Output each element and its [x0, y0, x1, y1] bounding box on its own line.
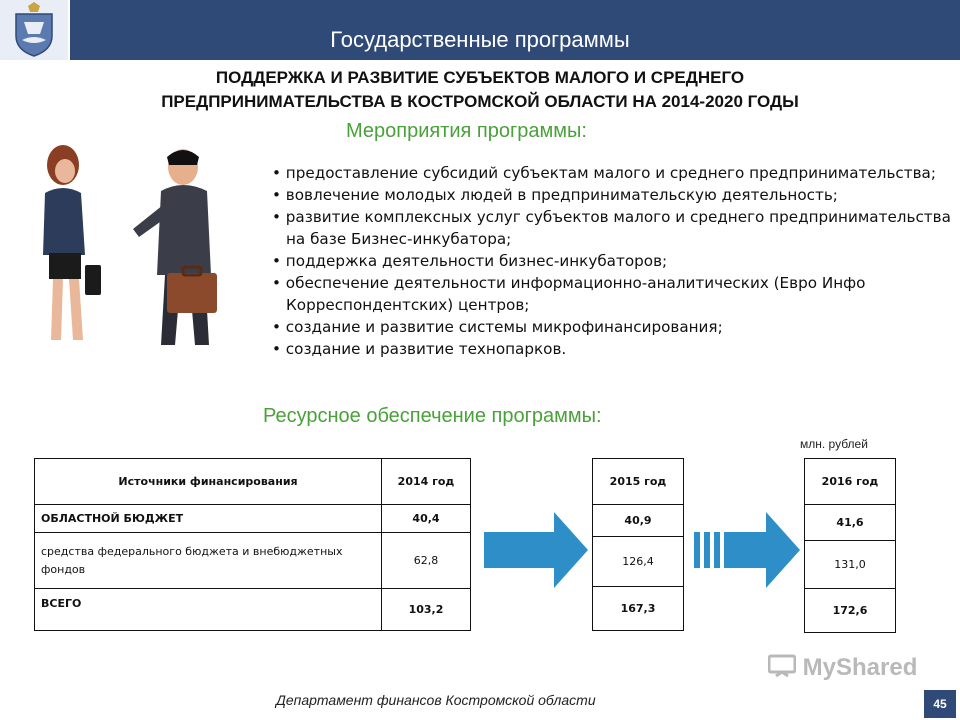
funding-table-2016: [804, 458, 896, 633]
cell-value: 40,4: [382, 505, 471, 533]
activities-heading: Мероприятия программы:: [346, 120, 587, 142]
activity-item: • вовлечение молодых людей в предпринимательскую деятельность;: [272, 184, 952, 206]
footer-text: Департамент финансов Костромской области: [276, 692, 596, 708]
activities-list: [272, 162, 952, 360]
funding-table-2015: [592, 458, 684, 631]
program-title-line-1: ПОДДЕРЖКА И РАЗВИТИЕ СУБЪЕКТОВ МАЛОГО И СРЕДНЕГО: [215, 68, 745, 87]
arrow-right-icon: [694, 512, 800, 588]
units-label: млн. рублей: [800, 437, 868, 451]
program-title: [40, 66, 920, 114]
year-header: 2015 год: [593, 459, 684, 505]
business-people-illustration: [15, 145, 245, 360]
activity-item: • предоставление субсидий субъектам малого и среднего предпринимательства;: [272, 162, 952, 184]
header-title: Государственные программы: [330, 27, 630, 52]
cell-value: 131,0: [805, 541, 896, 589]
resources-heading: Ресурсное обеспечение программы:: [263, 405, 602, 427]
watermark-text: MyShared: [802, 654, 918, 681]
activity-item: • создание и развитие технопарков.: [272, 338, 952, 360]
watermark: [768, 654, 917, 682]
cell-value: 126,4: [593, 537, 684, 587]
header-bar: [0, 0, 960, 60]
activity-item: • создание и развитие системы микрофинансирования;: [272, 316, 952, 338]
source-header: Источники финансирования: [35, 459, 382, 505]
program-title-line-2: ПРЕДПРИНИМАТЕЛЬСТВА В КОСТРОМСКОЙ ОБЛАСТИ НА 2014-2020 ГОДЫ: [161, 92, 799, 111]
cell-value: 172,6: [805, 589, 896, 633]
cell-value: 40,9: [593, 505, 684, 537]
row-label-total: ВСЕГО: [35, 589, 382, 631]
cell-value: 62,8: [382, 533, 471, 589]
cell-value: 103,2: [382, 589, 471, 631]
activity-item: • поддержка деятельности бизнес-инкубаторов;: [272, 250, 952, 272]
year-header: 2014 год: [382, 459, 471, 505]
funding-table-2014: [34, 458, 471, 631]
activity-item: • развитие комплексных услуг субъектов малого и среднего предпринимательства на базе Бизнес-инкубатора;: [272, 206, 952, 250]
presentation-icon: [768, 654, 796, 678]
row-label-regional: ОБЛАСТНОЙ БЮДЖЕТ: [35, 505, 382, 533]
page-number: 45: [924, 690, 956, 718]
activity-item: • обеспечение деятельности информационно-аналитических (Евро Инфо Корреспондентских) центров;: [272, 272, 952, 316]
cell-value: 167,3: [593, 587, 684, 631]
row-label-federal: средства федерального бюджета и внебюджетных фондов: [35, 533, 382, 589]
cell-value: 41,6: [805, 505, 896, 541]
arrow-right-icon: [484, 512, 588, 588]
year-header: 2016 год: [805, 459, 896, 505]
